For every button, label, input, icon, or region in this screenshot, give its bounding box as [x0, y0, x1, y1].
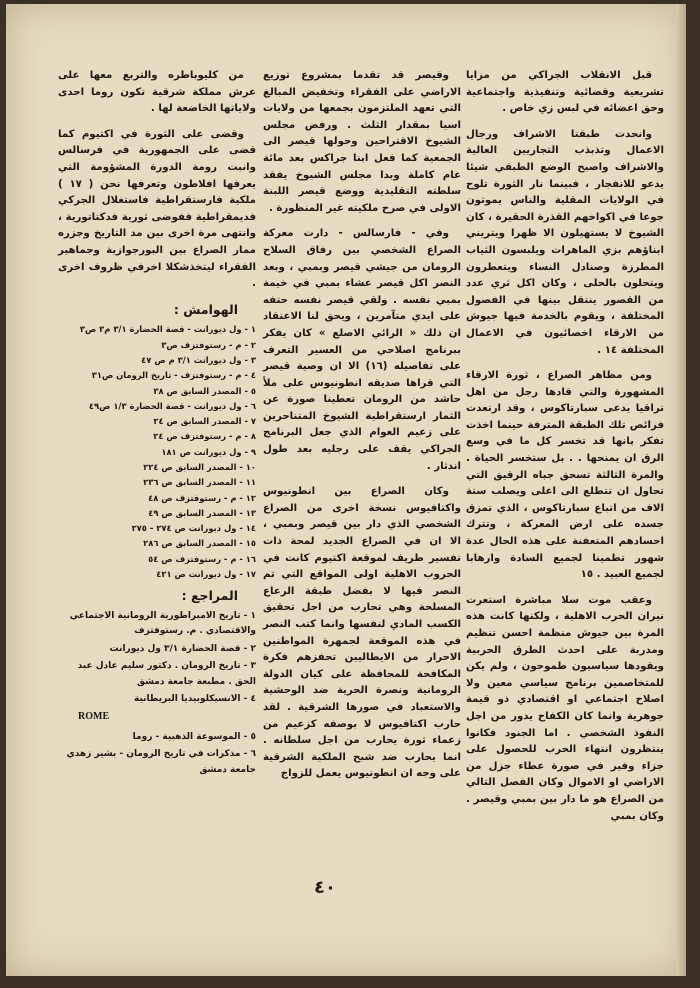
paragraph: ومن مظاهر الصراع ، ثورة الارقاء المشهورة والتي قادها رجل من اهل تراقيا يدعى سبارتاكوس ، وقد ارتعدت فرائص تلك الطبقة المترفة حينما اخذت تفكر بانها قد تخسر كل ما في وسع الرق ان يمنحها . . بل ستخسر الحياة . والمرة الثالثة تسحق جباه الرقيق التي تحاول ان تتطلع الى اعلى ويصلب ستة الاف من اتباع سبارتاكوس ، الذي تمزق جسده على ارض المعركة ، وتترك احسادهم المتعفنة على هذه الحال عدة شهور تطمينا لجميع السادة وارهابا لجميع العبيد . ١٥	[466, 370, 664, 581]
footnote: ٧ - المصدر السابق ص ٢٤	[153, 416, 256, 427]
footnote: ٤ - م - رستوفتزف - تاريخ الرومان ص٣١	[91, 370, 256, 381]
footnote: ٥ - المصدر السابق ص ٣٨	[153, 385, 256, 396]
paragraph: وفي - فارسالس - دارت معركة الصراع الشخصي بين رفاق السلاح الرومان من جيشي قيصر وبمبي ، وبعد النصر اكل قيصر عشاء بمبي في خيمة بمبي نفسه . ولقي قيصر نفسه حتفه على ايدي متآمرين ، ويحق لنا الاعتقاد ان ذلك « الرائي الاصلع » كان يفكر ببرنامج اصلاحي من العسير التعرف على تفاصيله (١٦) الا ان وصية قيصر التي قراها صديقه انطونيوس على ملأ حاشد من الرومان تعطينا صورة عن الثمار ارستقراطية الشيوخ المتناحرين على زعيم العوام الذي جعل البرنامج الجراكي يقف على رجليه بعد طول اندثار .	[263, 228, 462, 472]
references-list	[58, 609, 256, 778]
text-column-middle	[263, 68, 461, 792]
footnote: ١٧ - ول ديورانت ص ٤٢١	[156, 569, 256, 580]
reference: ٤ - الانسيكلوبيديا البريطانية	[134, 693, 256, 704]
paragraph: من كليوباطره والتربع معها على عرش مملكة شرقية تكون روما احدى ولاياتها الخاضعة لها .	[58, 70, 256, 115]
paragraph: وقضى على الثورة في اكتيوم كما قضى على الجمهورية في فرسالس وانبت رومة الدورة المشؤومة التي يعرفها افلاطون وتعرفها نحن ( ١٧ ) ملكية فارستقراطية فاستغلال الجركي فديمقراطية ففوضى ثورية فدكتاتورية ، وانتهى مرة اخرى بين مد التاريخ وجزره ممار الصراع بين البورجوازية وجماهير الفقراء ليتخذشكلا اخرفي ظروف اخرى .	[58, 128, 257, 290]
footnote: ٦ - ول ديورانت - قصة الحضارة ١/٣ ص٤٩	[88, 400, 256, 411]
footnotes-list	[58, 322, 256, 582]
reference-latin: ROME	[78, 711, 110, 723]
reference: ٥ - الموسوعة الذهبية - روما	[132, 731, 256, 742]
page-number: ٤٠	[314, 877, 336, 898]
footnote: ١٣ - المصدر السابق ص ٤٩	[148, 507, 256, 518]
text-column-right	[466, 68, 664, 834]
paragraph: قبل الانقلاب الجراكي من مزايا تشريعية وقضائية وتنفيذية واجتماعية وحق اعضائه في لبس زي خاص .	[466, 70, 664, 115]
magazine-page	[6, 4, 686, 976]
footnote: ١١ - المصدر السابق ص ٢٣٦	[143, 477, 256, 488]
footnote: ١٥ - المصدر السابق ص ٢٨٦	[143, 538, 256, 549]
footnote: ١ - ول ديورانت - قصة الحضارة ٣/١ م٣ ص٣	[79, 324, 256, 335]
paragraph: وعقب موت سلا مباشرة استعرت نيران الحرب الاهلية ، ولكنها كانت هذه المرة بين جيوش منظمة احسن تنظيم ومدربة على احدث الطرق الحربية ويقودها سياسيون طموحون ، ولم يكن للمتخاصمين برنامج سياسي معين ولا اصلاح اجتماعي او اقتصادي ذو قيمة جوهرية وانما كان الكفاح يدور من اجل النفوذ الشخصي . اما الجنود فكانوا ينتظرون انتهاء الحرب للحصول على جزاء وفير في صورة عطاء جزل من الاراضي او الاموال وكان الفصل التالي من الصراع هو ما دار بين بمبي وقيصر . وكان بمبي	[466, 594, 664, 822]
reference: ٢ - قصة الحضارة ٣/١ ول ديورانت	[109, 643, 256, 654]
footnote: ١٠ - المصدر السابق ص ٢٢٤	[143, 461, 256, 472]
footnotes-heading: الهوامش :	[173, 301, 238, 317]
footnote: ٣ - ول ديورانت ٣/١ م ص ٤٧	[141, 354, 256, 365]
reference: ٣ - تاريخ الرومان . دكتور سليم عادل عبد الحق . مطبعة جامعة دمشق	[77, 661, 256, 687]
references-heading: المراجع :	[181, 588, 238, 604]
reference: ٦ - مذكرات في تاريخ الرومان - بشير زهدي جامعة دمشق	[66, 749, 256, 775]
text-column-left	[58, 68, 256, 780]
footnote: ١٦ - م - رستوفتزف ص ٥٤	[148, 553, 256, 564]
paragraph: وانحدت طبقتا الاشراف ورجال الاعمال وتذبذب التجاريين العالية والاشراف واصبح الوضع الطبقي شيئا يدعو للانفجار ، فبينما نار الثورة تلوح في الولايات المقلية والناس يموتون جوعا في اكواخهم القذرة الحقيرة ، كان الشيوخ لا يستهيلون الا ظهرا ويتريني ابناؤهم بزي الماهرات ويلبسون الثياب المطرزة وصنادل النساء ويتعطرون ويتحلون بالحلى ، وكان اكل ثري عدد من القصور ينتقل بينها في الفصول المختلفة ، ويقوم بالخدمة فيها جيوش من الارقاء اخصائيون في الاعمال المختلفة ١٤ .	[466, 128, 664, 356]
footnote: ١٢ - م - رستوفتزف ص ٤٨	[148, 492, 256, 503]
paragraph: وقيصر قد تقدما بمشروع توزيع الاراضي على الفقراء وتخفيض المبالغ التي تعهد الملتزمون بجمعها من ولايات اسيا بمقدار الثلث . ورفض مجلس الشيوخ الاقتراحين وحولها قيصر الى الجمعية كما فعل ابنا جراكس بعد مائة عام كاملة وبدا مجلس الشيوخ يفقد سلطته التقليدية ووضع قيصر اللبنة الاولى في صرح ملكيته غير المنظورة .	[263, 70, 461, 214]
page-edge	[676, 4, 686, 976]
footnote: ٨ - م - رستوفتزف ص ٢٤	[153, 431, 256, 442]
footnote: ١٤ - ول ديورانت ص ٢٧٤ - ٢٧٥	[131, 523, 256, 534]
footnote: ٢ - م - رستوفتزف ص٣	[161, 339, 256, 350]
paragraph: وكان الصراع بين انطونيوس واكتافيوس نسخة اخرى من الصراع الشخصي الذي دار بين قيصر وبمبي ، الا ان في الصراع الجديد لمحة ذات تفسير طريف لموقعة اكتيوم كانت في الحروب الاهلية اولى المواقع التي تم النصر فيها لا بفضل طبقة الرعاع المسلحة وهي تحارب من اجل تحقيق الكسب المادي لنفسها وانما كتب النصر في هذه الموقعة لجمهرة المواطنين الاحرار من الايطاليين تحفزهم فكرة المكافحة للمحافظة على كيان الدولة الرومانية ونصرة الحرية ضد الوحشية والاستعباد في صورها الشرقية . لقد حارب اكتافيوس لا بوصفه كزعيم من زعماء ثورة يحارب من اجل سلطانه . انما يحارب ضد شبح الملكية الشرقية على وجه ان انطونيوس يعمل للزواج	[263, 486, 461, 780]
reference: ١ - تاريخ الامبراطورية الرومانية الاجتماعي والاقتصادي . م. رستوفتزف	[69, 610, 256, 637]
footnote: ٩ - ول ديورانت ص ١٨١	[161, 446, 256, 457]
